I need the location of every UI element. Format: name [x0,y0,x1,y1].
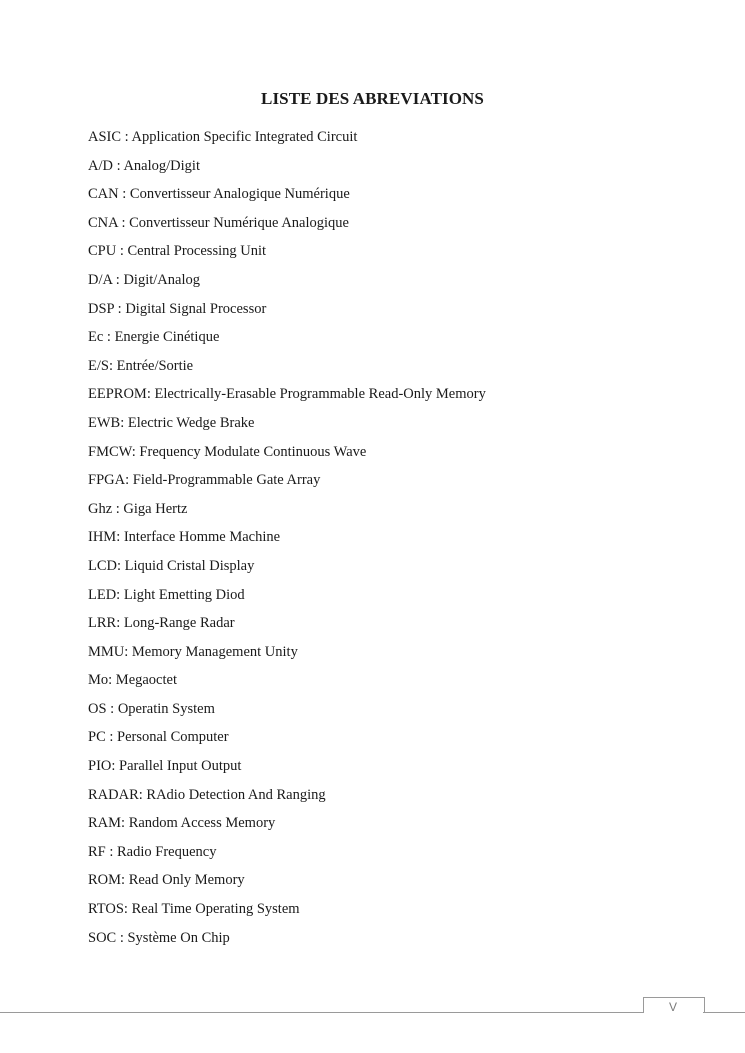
abbreviation-entry: ROM: Read Only Memory [88,872,245,889]
abbreviation-entry: FPGA: Field-Programmable Gate Array [88,472,321,489]
abbreviation-entry: OS : Operatin System [88,700,215,717]
abbreviation-entry: EWB: Electric Wedge Brake [88,414,255,431]
abbreviation-entry: RADAR: RAdio Detection And Ranging [88,786,326,803]
abbreviation-entry: RAM: Random Access Memory [88,815,276,832]
abbreviation-entry: CPU : Central Processing Unit [88,243,267,260]
abbreviation-entry: FMCW: Frequency Modulate Continuous Wave [88,443,367,460]
page-title: LISTE DES ABREVIATIONS [261,89,484,108]
abbreviation-entry: DSP : Digital Signal Processor [88,300,267,317]
abbreviation-entry: PIO: Parallel Input Output [88,758,242,775]
abbreviation-entry: D/A : Digit/Analog [88,271,200,288]
abbreviation-entry: Mo: Megaoctet [88,672,177,689]
abbreviation-list [88,127,486,956]
page-number: V [668,1000,677,1014]
abbreviation-entry: A/D : Analog/Digit [88,157,200,174]
abbreviation-entry: E/S: Entrée/Sortie [88,357,194,374]
abbreviation-entry: EEPROM: Electrically-Erasable Programmable Read-Only Memory [88,386,486,403]
footer-rule-right [703,1012,745,1013]
abbreviation-entry: LCD: Liquid Cristal Display [88,557,255,574]
abbreviation-entry: CNA : Convertisseur Numérique Analogique [88,214,349,231]
abbreviation-entry: LRR: Long-Range Radar [88,615,235,632]
abbreviation-entry: SOC : Système On Chip [88,929,230,946]
abbreviation-entry: RTOS: Real Time Operating System [88,901,300,918]
abbreviation-entry: IHM: Interface Homme Machine [88,529,281,546]
abbreviation-entry: ASIC : Application Specific Integrated Circuit [88,129,358,145]
abbreviation-entry: Ec : Energie Cinétique [88,329,220,346]
abbreviation-entry: MMU: Memory Management Unity [88,643,298,660]
abbreviation-entry: RF : Radio Frequency [88,843,217,860]
abbreviation-entry: PC : Personal Computer [88,729,229,746]
abbreviation-entry: Ghz : Giga Hertz [88,500,188,517]
abbreviation-entry: CAN : Convertisseur Analogique Numérique [88,186,350,203]
abbreviation-entry: LED: Light Emetting Diod [88,586,245,603]
footer-rule-left [0,1012,643,1013]
